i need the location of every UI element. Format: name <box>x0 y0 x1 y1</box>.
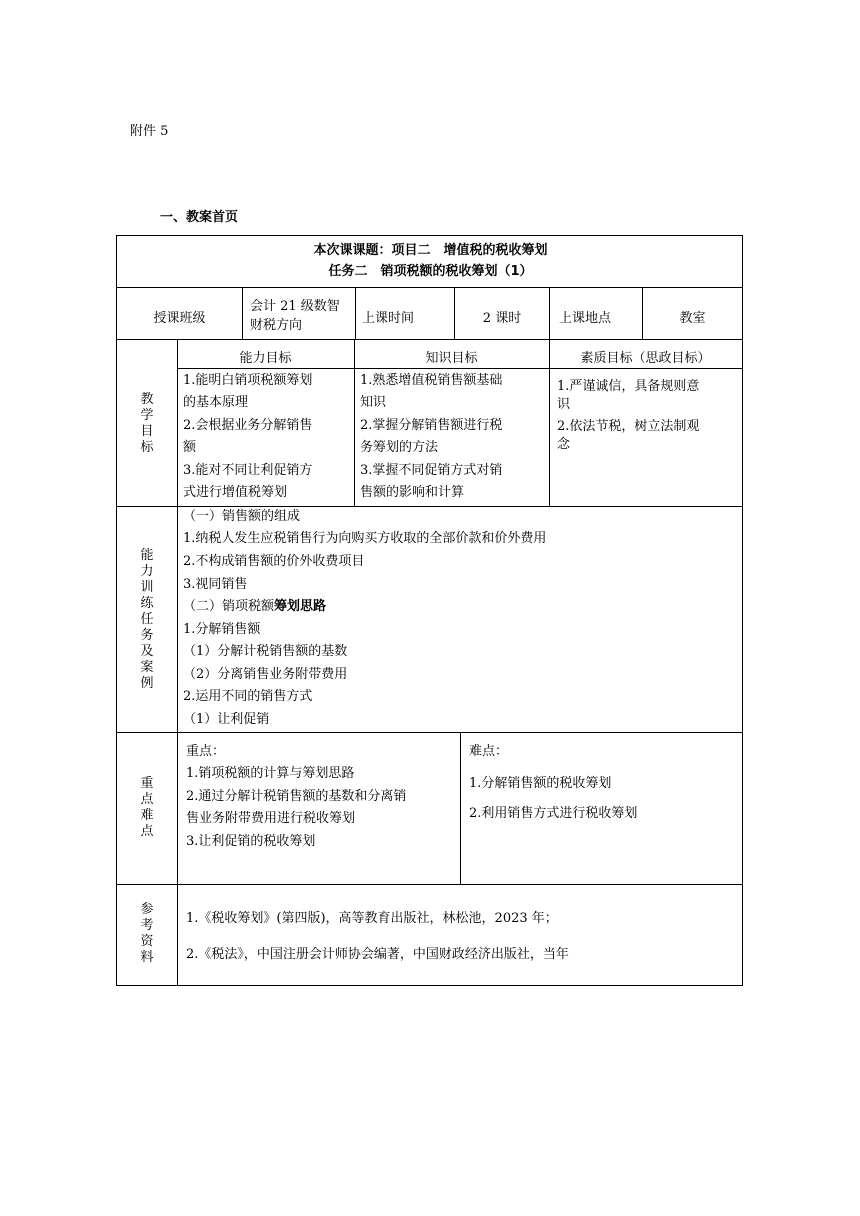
col-divider <box>549 287 550 339</box>
place-value: 教室 <box>679 311 706 326</box>
col-divider <box>177 339 178 986</box>
training-line: （一）销售额的组成 <box>183 509 301 524</box>
ability-line: 的基本原理 <box>183 395 249 410</box>
knowledge-line: 3.掌握不同促销方式对销 <box>360 463 503 478</box>
keypoints-row-label: 重点难点 <box>140 776 154 839</box>
training-line: 3.视同销售 <box>183 577 248 592</box>
training-line: 2.不构成销售额的价外收费项目 <box>183 554 365 569</box>
key-title: 重点： <box>186 744 226 759</box>
knowledge-line: 务筹划的方法 <box>360 440 439 455</box>
reference-item: 2.《税法》，中国注册会计师协会编著，中国财政经济出版社，当年 <box>186 947 569 962</box>
attachment-label: 附件 5 <box>130 124 169 139</box>
class-value-line: 财税方向 <box>250 318 303 333</box>
knowledge-header: 知识目标 <box>425 351 478 366</box>
ability-line: 额 <box>183 440 197 455</box>
row-divider <box>117 339 742 340</box>
difficult-line: 2.利用销售方式进行税收筹划 <box>469 806 638 821</box>
class-value <box>250 297 340 335</box>
knowledge-line: 知识 <box>360 395 387 410</box>
reference-item: 1.《税收筹划》(第四版)，高等教育出版社，林松池，2023 年； <box>186 911 558 926</box>
ability-line: 3.能对不同让利促销方 <box>183 463 313 478</box>
quality-line: 念 <box>557 437 571 452</box>
key-line: 1.销项税额的计算与筹划思路 <box>186 766 355 781</box>
training-line <box>183 596 326 619</box>
row-divider <box>117 884 742 885</box>
row-divider <box>117 287 742 288</box>
training-row-label: 能力训练任务及案例 <box>140 548 154 691</box>
ability-line: 式进行增值税筹划 <box>183 485 288 500</box>
place-label: 上课地点 <box>559 311 612 326</box>
goals-row-label: 教学目标 <box>140 392 154 455</box>
lesson-plan-table <box>116 235 743 986</box>
key-line: 售业务附带费用进行税收筹划 <box>186 811 356 826</box>
difficult-title: 难点： <box>469 744 509 759</box>
time-value: 2 课时 <box>482 311 522 326</box>
quality-header: 素质目标（思政目标） <box>580 351 711 366</box>
knowledge-line: 1.熟悉增值税销售额基础 <box>360 373 503 388</box>
training-line-text: （二）销项税额 <box>183 599 275 614</box>
task-title: 任务二 销项税额的税收筹划（1） <box>328 264 533 279</box>
training-line: 2.运用不同的销售方式 <box>183 689 313 704</box>
section-heading: 一、教案首页 <box>160 210 239 225</box>
row-divider <box>117 732 742 733</box>
class-label: 授课班级 <box>153 311 206 326</box>
key-line: 2.通过分解计税销售额的基数和分离销 <box>186 789 407 804</box>
quality-line: 2.依法节税，树立法制观 <box>557 419 700 434</box>
ability-line: 1.能明白销项税额筹划 <box>183 373 313 388</box>
references-row-label: 参考资料 <box>140 902 154 965</box>
training-line: 1.分解销售额 <box>183 622 261 637</box>
row-divider <box>177 368 742 369</box>
difficult-line: 1.分解销售额的税收筹划 <box>469 776 612 791</box>
training-line: （1）让利促销 <box>183 712 270 727</box>
quality-line: 1.严谨诚信，具备规则意 <box>557 379 700 394</box>
col-divider <box>355 287 356 339</box>
time-label: 上课时间 <box>362 311 415 326</box>
knowledge-line: 2.掌握分解销售额进行税 <box>360 418 503 433</box>
training-line: （2）分离销售业务附带费用 <box>183 667 348 682</box>
training-line: （1）分解计税销售额的基数 <box>183 644 348 659</box>
lesson-title: 本次课课题：项目二 增值税的税收筹划 <box>313 243 548 258</box>
quality-line: 识 <box>557 397 571 412</box>
ability-line: 2.会根据业务分解销售 <box>183 418 313 433</box>
knowledge-line: 售额的影响和计算 <box>360 485 465 500</box>
col-divider <box>242 287 243 339</box>
training-line: 1.纳税人发生应税销售行为向购买方收取的全部价款和价外费用 <box>183 531 547 546</box>
training-line-bold: 筹划思路 <box>274 599 327 614</box>
class-value-line: 会计 21 级数智 <box>250 299 340 314</box>
key-line: 3.让利促销的税收筹划 <box>186 834 316 849</box>
col-divider <box>460 732 461 884</box>
ability-header: 能力目标 <box>239 351 292 366</box>
